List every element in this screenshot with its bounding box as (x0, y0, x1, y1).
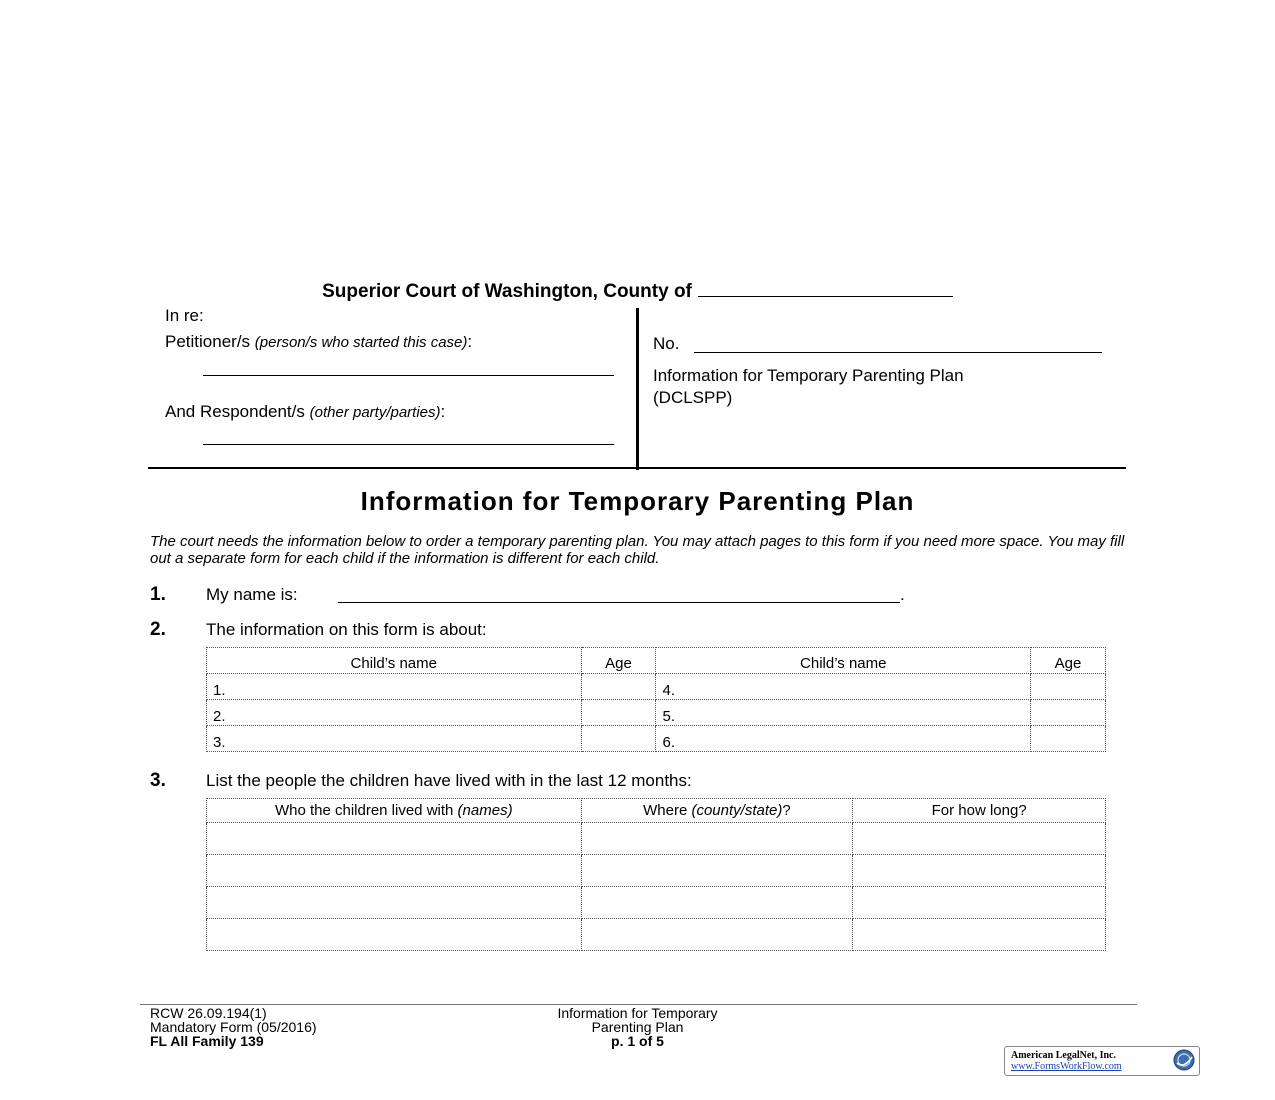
footer-statute: RCW 26.09.194(1) (150, 1005, 267, 1021)
child-name-cell[interactable]: 5. (656, 700, 1031, 726)
footer-title-line2: Parenting Plan (591, 1019, 684, 1035)
doc-title-line2: (DCLSPP) (653, 388, 733, 407)
respondent-colon: : (440, 402, 446, 421)
child-name-cell[interactable]: 4. (656, 674, 1031, 700)
table-row (207, 726, 1106, 752)
caption-bottom-rule (148, 467, 1126, 469)
lived-where-cell[interactable] (581, 887, 853, 919)
table-row (207, 674, 1106, 700)
children-table (206, 647, 1106, 752)
item-3-number: 3. (150, 770, 166, 791)
respondent-label (165, 402, 445, 422)
intro-text: The court needs the information below to order a temporary parenting plan. You may attach pages to this form if you need more space. You may fill out a separate form for each child if the information is different for each child. (150, 533, 1125, 567)
table-row (207, 855, 1106, 887)
col-where-hint: (county/state) (691, 802, 783, 819)
lived-with-name-cell[interactable] (207, 855, 582, 887)
item-1-period: . (900, 585, 905, 604)
col-how-long: For how long? (853, 799, 1106, 823)
child-age-cell[interactable] (581, 700, 656, 726)
petitioner-hint: (person/s who started this case) (254, 334, 468, 351)
table-row (207, 919, 1106, 951)
child-age-cell[interactable] (1031, 674, 1106, 700)
child-age-cell[interactable] (1031, 726, 1106, 752)
respondent-name-field[interactable] (203, 443, 614, 445)
in-re-label: In re: (165, 306, 204, 325)
doc-title-line1: Information for Temporary Parenting Plan (653, 366, 964, 385)
child-age-cell[interactable] (1031, 700, 1106, 726)
item-3-text: List the people the children have lived with in the last 12 months: (206, 771, 692, 790)
table-row (207, 887, 1106, 919)
lived-with-table (206, 798, 1106, 951)
lived-how-long-cell[interactable] (853, 855, 1106, 887)
child-name-cell[interactable]: 6. (656, 726, 1031, 752)
col-child-name-2: Child’s name (656, 648, 1031, 674)
petitioner-name-field[interactable] (203, 374, 614, 376)
col-who-lived-with (207, 799, 582, 823)
my-name-field[interactable] (338, 601, 900, 603)
lived-how-long-cell[interactable] (853, 919, 1106, 951)
col-where (581, 799, 853, 823)
col-child-name-1: Child’s name (207, 648, 582, 674)
petitioner-label-text: Petitioner/s (165, 332, 251, 351)
col-who-text: Who the children lived with (274, 802, 454, 819)
respondent-hint: (other party/parties) (309, 404, 441, 421)
col-age-2: Age (1031, 648, 1106, 674)
case-no-field[interactable] (694, 351, 1102, 353)
lived-where-cell[interactable] (581, 855, 853, 887)
child-name-cell[interactable]: 2. (207, 700, 582, 726)
caption-divider (636, 308, 639, 470)
lived-with-table-header (207, 799, 1106, 823)
child-age-cell[interactable] (581, 726, 656, 752)
child-name-cell[interactable]: 3. (207, 726, 582, 752)
item-2-number: 2. (150, 619, 166, 640)
badge-url-link[interactable]: www.FormsWorkFlow.com (1011, 1061, 1122, 1072)
table-row (207, 823, 1106, 855)
lived-where-cell[interactable] (581, 823, 853, 855)
footer-page-number: p. 1 of 5 (611, 1033, 664, 1049)
col-where-suffix: ? (782, 802, 791, 819)
globe-icon (1173, 1049, 1195, 1071)
lived-with-name-cell[interactable] (207, 919, 582, 951)
lived-with-name-cell[interactable] (207, 823, 582, 855)
badge-company: American LegalNet, Inc. (1011, 1050, 1116, 1061)
petitioner-label (165, 332, 472, 352)
col-who-hint: (names) (457, 802, 513, 819)
footer-mandatory: Mandatory Form (05/2016) (150, 1019, 317, 1035)
item-1-number: 1. (150, 584, 166, 605)
footer-form-id: FL All Family 139 (150, 1033, 264, 1049)
col-where-text: Where (643, 802, 688, 819)
legalnet-badge[interactable] (1004, 1046, 1200, 1076)
lived-how-long-cell[interactable] (853, 887, 1106, 919)
footer-title-line1: Information for Temporary (557, 1005, 718, 1021)
lived-where-cell[interactable] (581, 919, 853, 951)
child-age-cell[interactable] (581, 674, 656, 700)
table-row (207, 700, 1106, 726)
case-no-label: No. (653, 334, 680, 353)
child-name-cell[interactable]: 1. (207, 674, 582, 700)
court-title-text: Superior Court of Washington, County of (322, 281, 692, 302)
county-field[interactable] (698, 278, 953, 297)
lived-with-name-cell[interactable] (207, 887, 582, 919)
petitioner-colon: : (467, 332, 473, 351)
main-title: Information for Temporary Parenting Plan (360, 486, 915, 516)
children-table-header (207, 648, 1106, 674)
lived-how-long-cell[interactable] (853, 823, 1106, 855)
col-age-1: Age (581, 648, 656, 674)
respondent-label-text: And Respondent/s (165, 402, 305, 421)
item-1-text: My name is: (206, 585, 298, 604)
court-title (0, 278, 1275, 303)
item-2-text: The information on this form is about: (206, 620, 487, 639)
